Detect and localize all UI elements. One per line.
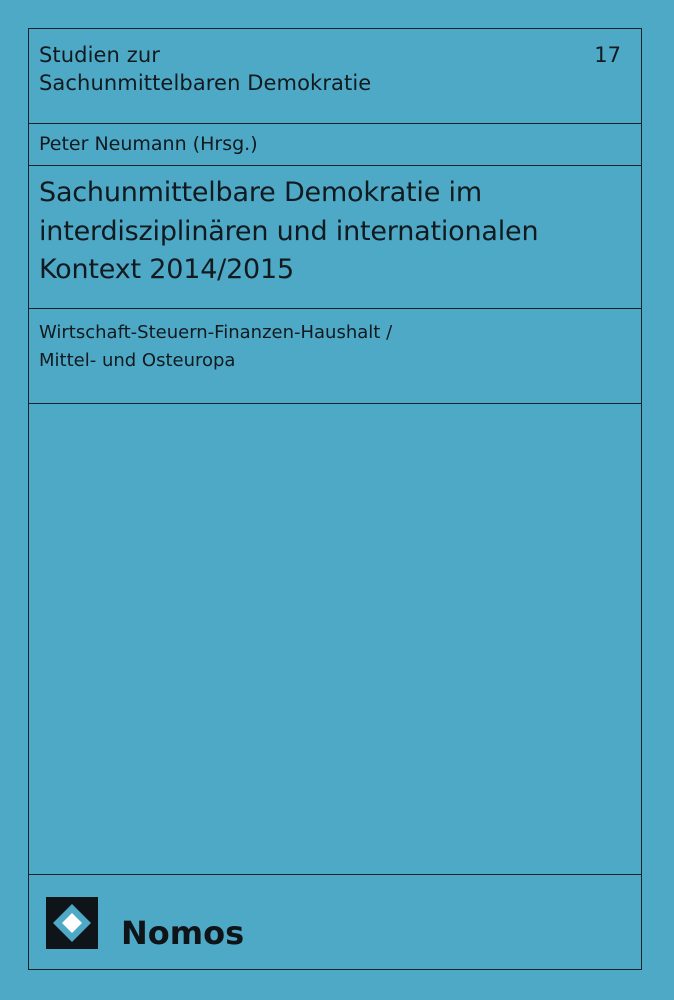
- editor-section: [29, 124, 641, 166]
- cover-frame: [28, 28, 642, 970]
- empty-cover-area: [29, 404, 641, 875]
- series-title-line-1: Studien zur: [39, 43, 161, 67]
- book-subtitle-line-1: Wirtschaft-Steuern-Finanzen-Haushalt /: [39, 322, 393, 343]
- series-number: 17: [594, 43, 621, 67]
- series-section: [29, 29, 641, 124]
- book-subtitle-line-2: Mittel- und Osteuropa: [39, 350, 236, 371]
- book-title-line-3: Kontext 2014/2015: [39, 254, 294, 285]
- nomos-logo-icon: [46, 897, 98, 949]
- series-title: [39, 41, 371, 97]
- publisher-section: [29, 875, 641, 969]
- book-title-line-1: Sachunmittelbare Demokratie im: [39, 177, 482, 208]
- book-title-line-2: interdisziplinären und internationalen: [39, 215, 539, 247]
- publisher-name: Nomos: [121, 914, 245, 952]
- series-title-line-2: Sachunmittelbaren Demokratie: [39, 71, 372, 95]
- book-title: [39, 174, 538, 290]
- subtitle-section: [29, 309, 641, 404]
- title-section: [29, 166, 641, 309]
- editor-name: Peter Neumann (Hrsg.): [39, 133, 258, 155]
- book-subtitle: [39, 319, 392, 375]
